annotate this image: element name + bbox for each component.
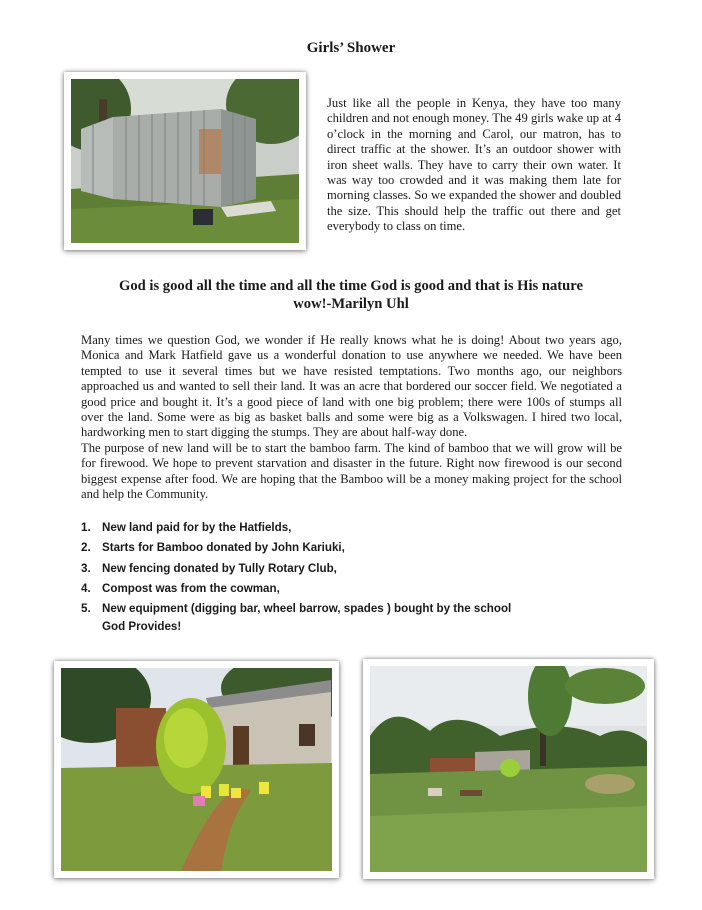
- list-item: [81, 521, 641, 541]
- paragraph-land: Many times we question God, we wonder if He really knows what he is doing! About two years ago, Monica and Mark Hatfield gave us a wonderful donation to use anywhere we needed. We have been tempted to use it several times but we have resisted temptations. Two months ago, our neighbors approached us and wanted to sell their land. It was an acre that bordered our soccer field. We negotiated a good price and bought it. It’s a good piece of land with one big problem; there were 100s of stumps all over the land. Some were as big as basket balls and some were big as a Volkswagen. I hired two local, hardworking men to start digging the stumps. They are about half-way done.: [81, 333, 622, 440]
- quote-line-1: God is good all the time and all the time God is good and that is His nature: [119, 278, 583, 294]
- list-number: 1.: [81, 521, 91, 534]
- list-number: 5.: [81, 602, 91, 616]
- shower-photo-image: [71, 79, 299, 243]
- list-text: New equipment (digging bar, wheel barrow, spades ) bought by the school: [102, 602, 512, 616]
- field-photo: [363, 659, 654, 879]
- list-text: Starts for Bamboo donated by John Kariuki,: [102, 541, 345, 555]
- list-number: 2.: [81, 541, 91, 555]
- list-number: 4.: [81, 581, 91, 595]
- list-item: [81, 541, 641, 561]
- list-text: New land paid for by the Hatfields,: [102, 521, 292, 534]
- field-photo-image: [370, 666, 647, 872]
- list-number: 3.: [81, 561, 91, 575]
- list-item: [81, 562, 641, 582]
- list-text: New fencing donated by Tully Rotary Club,: [102, 561, 337, 575]
- list-item: [81, 582, 641, 602]
- shower-photo: [64, 72, 306, 250]
- body-text: [81, 333, 622, 502]
- shower-paragraph: Just like all the people in Kenya, they have too many children and not enough money. The 49 girls wake up at 4 o’clock in the morning and Carol, our matron, has to direct traffic at the shower. It’s an outdoor shower with iron sheet walls. They have to carry their own water. It was way too crowded and it was making them late for morning classes. So we expanded the shower and doubled the size. This should help the traffic out there and get everybody to class on time.: [327, 96, 621, 234]
- house-photo: [54, 661, 339, 878]
- house-photo-image: [61, 668, 332, 871]
- section-title: Girls’ Shower: [306, 40, 396, 56]
- quote-heading: [60, 277, 642, 313]
- quote-line-2: wow!-Marilyn Uhl: [293, 296, 409, 312]
- closing-line: God Provides!: [102, 620, 182, 633]
- list-text: Compost was from the cowman,: [102, 581, 280, 595]
- donations-list: [81, 521, 641, 622]
- paragraph-bamboo: The purpose of new land will be to start the bamboo farm. The kind of bamboo that we will grow will be for firewood. We hope to prevent starvation and disaster in the future. Right now firewood is our second biggest expense after food. We are hoping that the Bamboo will be a money making project for the school and help the Community.: [81, 440, 622, 502]
